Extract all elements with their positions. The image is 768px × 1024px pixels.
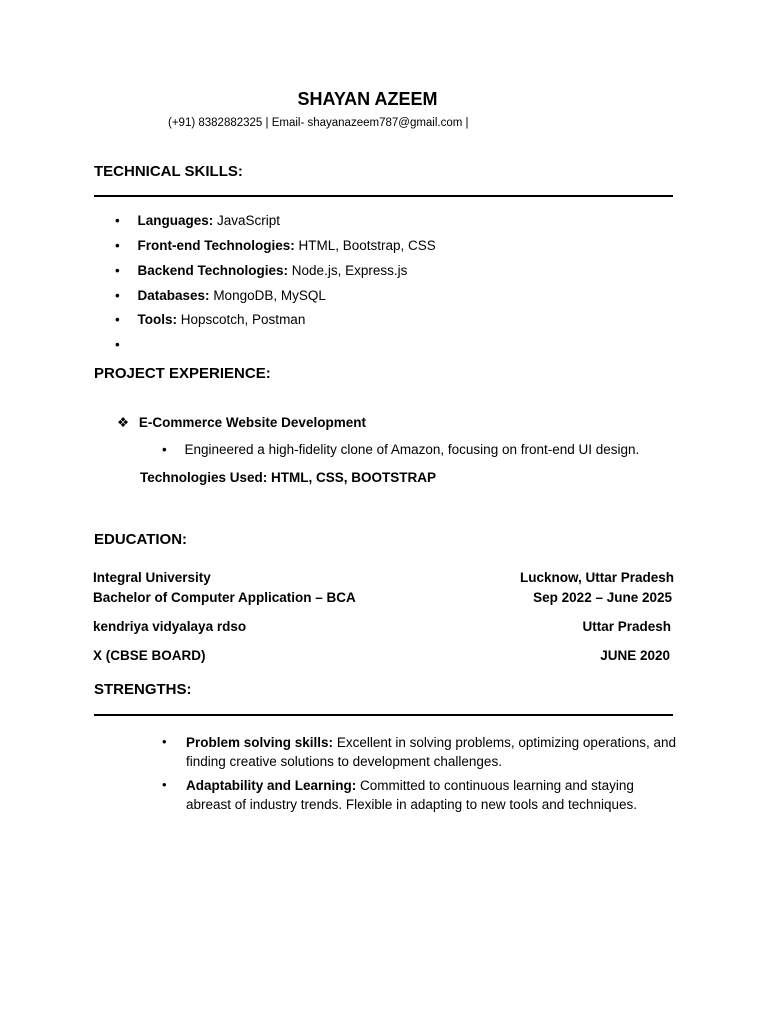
skill-label: Backend Technologies: bbox=[137, 263, 289, 278]
strength-label: Problem solving skills: bbox=[186, 735, 334, 750]
bullet-icon: • bbox=[162, 777, 167, 792]
strength-item bbox=[186, 776, 676, 814]
project-title bbox=[117, 415, 366, 431]
strength-text: Committed to continuous learning and staying abreast of industry trends. Flexible in adapting to new tools and techniques. bbox=[186, 778, 638, 812]
strength-text: Excellent in solving problems, optimizing operations, and finding creative solutions to development challenges. bbox=[186, 735, 676, 769]
degree-name: Bachelor of Computer Application – BCA bbox=[93, 590, 356, 605]
skill-value: JavaScript bbox=[217, 213, 281, 228]
skill-value: Hopscotch, Postman bbox=[180, 312, 306, 327]
skill-item bbox=[115, 263, 407, 278]
skill-label: Tools: bbox=[137, 312, 177, 327]
bullet-icon: • bbox=[162, 442, 167, 457]
section-divider bbox=[94, 714, 673, 716]
technical-skills-heading: TECHNICAL SKILLS: bbox=[94, 163, 243, 180]
skill-value: Node.js, Express.js bbox=[291, 263, 408, 278]
skill-item bbox=[115, 213, 280, 228]
strengths-heading: STRENGTHS: bbox=[94, 681, 192, 698]
skill-item bbox=[115, 288, 326, 303]
skill-label: Front-end Technologies: bbox=[137, 238, 295, 253]
degree-dates: JUNE 2020 bbox=[600, 648, 670, 663]
degree-name: X (CBSE BOARD) bbox=[93, 648, 206, 663]
bullet-icon: • bbox=[115, 238, 120, 253]
empty-bullet-icon: • bbox=[115, 337, 120, 352]
education-heading: EDUCATION: bbox=[94, 531, 188, 548]
bullet-icon: • bbox=[115, 263, 120, 278]
technologies-used: Technologies Used: HTML, CSS, BOOTSTRAP bbox=[140, 470, 437, 485]
institution-name: Integral University bbox=[93, 570, 211, 585]
strength-item bbox=[186, 733, 676, 771]
skill-value: HTML, Bootstrap, CSS bbox=[298, 238, 436, 253]
project-bullet-text: Engineered a high-fidelity clone of Amazon, focusing on front-end UI design. bbox=[184, 442, 640, 457]
skill-item bbox=[115, 312, 305, 327]
skill-label: Databases: bbox=[137, 288, 210, 303]
project-bullet bbox=[162, 442, 639, 457]
project-experience-heading: PROJECT EXPERIENCE: bbox=[94, 365, 271, 382]
bullet-icon: • bbox=[115, 288, 120, 303]
skill-item bbox=[115, 238, 436, 253]
diamond-bullet-icon: ❖ bbox=[117, 415, 130, 430]
degree-dates: Sep 2022 – June 2025 bbox=[533, 590, 672, 605]
skill-label: Languages: bbox=[137, 213, 214, 228]
strength-label: Adaptability and Learning: bbox=[186, 778, 357, 793]
bullet-icon: • bbox=[115, 312, 120, 327]
bullet-icon: • bbox=[162, 734, 167, 749]
institution-location: Uttar Pradesh bbox=[582, 619, 671, 634]
candidate-name: SHAYAN AZEEM bbox=[297, 89, 438, 109]
skill-value: MongoDB, MySQL bbox=[213, 288, 326, 303]
bullet-icon: • bbox=[115, 213, 120, 228]
institution-name: kendriya vidyalaya rdso bbox=[93, 619, 247, 634]
project-title-text: E-Commerce Website Development bbox=[138, 415, 366, 430]
section-divider bbox=[94, 195, 673, 197]
contact-line: (+91) 8382882325 | Email- shayanazeem787@gmail.com | bbox=[168, 117, 469, 129]
institution-location: Lucknow, Uttar Pradesh bbox=[519, 570, 674, 585]
